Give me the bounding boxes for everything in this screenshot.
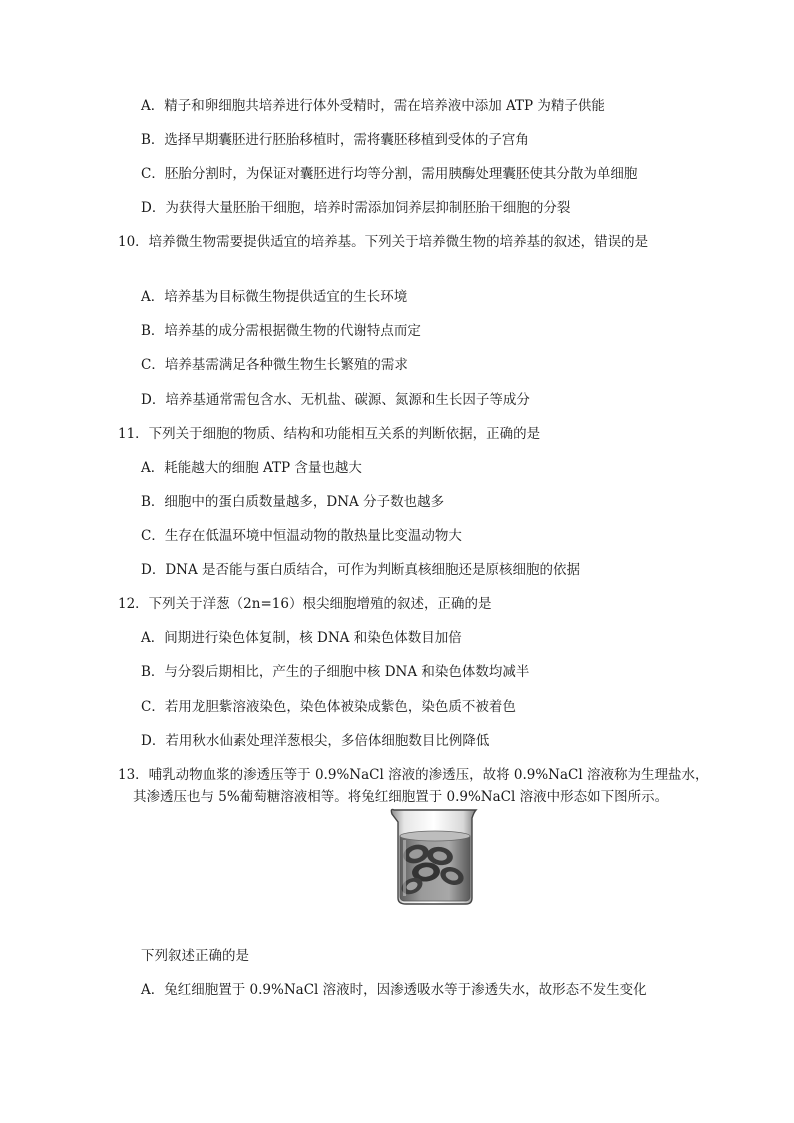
q11-option-a: A．耗能越大的细胞 ATP 含量也越大	[141, 460, 362, 476]
q9-option-b: B．选择早期囊胚进行胚胎移植时，需将囊胚移植到受体的子宫角	[141, 132, 529, 148]
q9-option-a: A．精子和卵细胞共培养进行体外受精时，需在培养液中添加 ATP 为精子供能	[141, 98, 605, 114]
q12-option-b: B．与分裂后期相比，产生的子细胞中核 DNA 和染色体数均减半	[141, 664, 530, 680]
q11-stem: 11．下列关于细胞的物质、结构和功能相互关系的判断依据，正确的是	[118, 426, 541, 442]
q9-option-c: C．胚胎分割时，为保证对囊胚进行均等分割，需用胰酶处理囊胚使其分散为单细胞	[141, 166, 638, 182]
q12-option-c: C．若用龙胆紫溶液染色，染色体被染成紫色，染色质不被着色	[141, 699, 516, 715]
q12-stem: 12．下列关于洋葱（2n=16）根尖细胞增殖的叙述，正确的是	[118, 596, 492, 612]
beaker-illustration	[388, 806, 480, 908]
glass-highlight	[403, 840, 406, 896]
liquid-surface	[400, 831, 470, 841]
q10-option-d: D．培养基通常需包含水、无机盐、碳源、氮源和生长因子等成分	[141, 392, 530, 408]
q10-option-a: A．培养基为目标微生物提供适宜的生长环境	[141, 289, 408, 305]
q10-option-c: C．培养基需满足各种微生物生长繁殖的需求	[141, 357, 408, 373]
q12-option-d: D．若用秋水仙素处理洋葱根尖，多倍体细胞数目比例降低	[141, 733, 490, 749]
q13-option-a: A．兔红细胞置于 0.9%NaCl 溶液时，因渗透吸水等于渗透失水，故形态不发生变化	[141, 982, 647, 998]
q13-stem-line1: 13．哺乳动物血浆的渗透压等于 0.9%NaCl 溶液的渗透压，故将 0.9%NaCl 溶液称为生理盐水，	[118, 767, 709, 783]
q11-option-d: D．DNA 是否能与蛋白质结合，可作为判断真核细胞还是原核细胞的依据	[141, 562, 580, 578]
q10-option-b: B．培养基的成分需根据微生物的代谢特点而定	[141, 323, 421, 339]
beaker-figure	[388, 806, 480, 908]
q13-prompt: 下列叙述正确的是	[141, 948, 249, 964]
q10-stem: 10．培养微生物需要提供适宜的培养基。下列关于培养微生物的培养基的叙述，错误的是	[118, 234, 649, 250]
q11-option-c: C．生存在低温环境中恒温动物的散热量比变温动物大	[141, 528, 462, 544]
q13-stem-line2: 其渗透压也与 5%葡萄糖溶液相等。将兔红细胞置于 0.9%NaCl 溶液中形态如下图所示。	[133, 789, 669, 805]
q12-option-a: A．间期进行染色体复制，核 DNA 和染色体数目加倍	[141, 630, 462, 646]
q9-option-d: D．为获得大量胚胎干细胞，培养时需添加饲养层抑制胚胎干细胞的分裂	[141, 200, 571, 216]
q11-option-b: B．细胞中的蛋白质数量越多，DNA 分子数也越多	[141, 494, 445, 510]
